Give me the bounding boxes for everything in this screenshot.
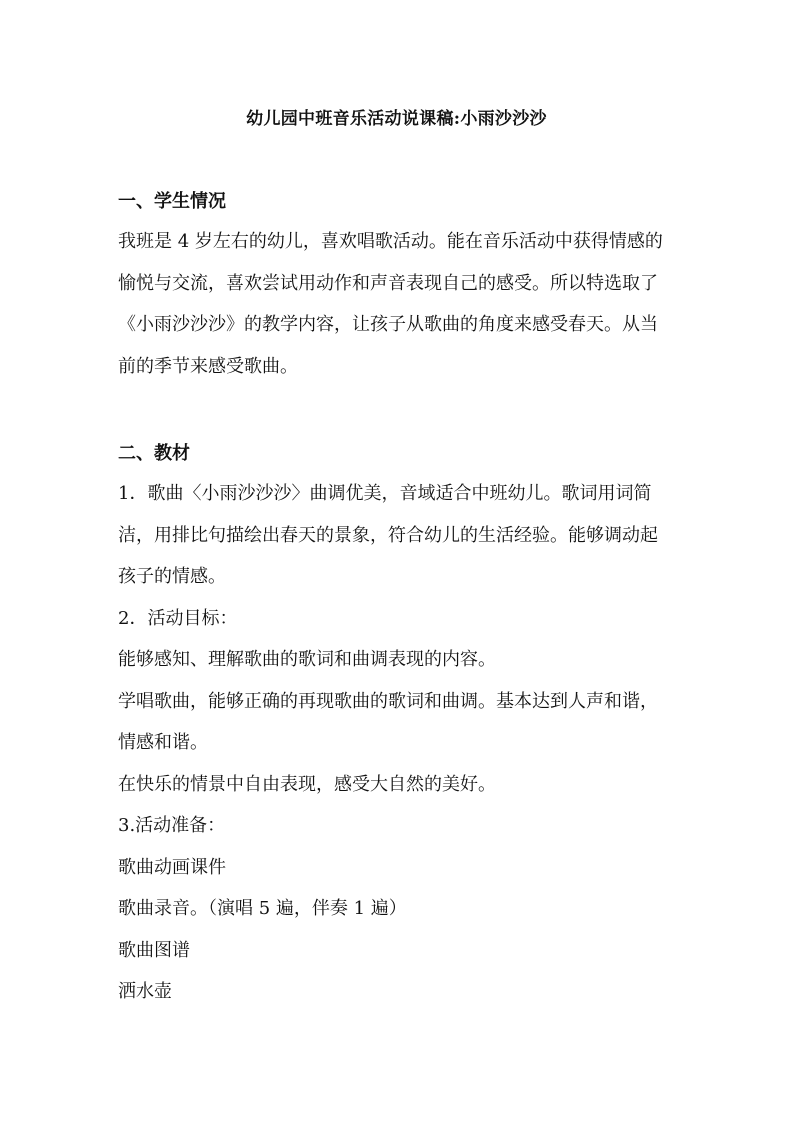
goal-line: 在快乐的情景中自由表现，感受大自然的美好。 <box>118 773 496 795</box>
activity-goals-label: 2．活动目标： <box>118 607 238 629</box>
paragraph-line: 我班是 4 岁左右的幼儿，喜欢唱歌活动。能在音乐活动中获得情感的 <box>118 231 663 252</box>
section-heading-teaching-material: 二、教材 <box>118 443 190 464</box>
document-body <box>118 183 678 1013</box>
paragraph-line: 前的季节来感受歌曲。 <box>118 355 298 377</box>
student-situation-paragraph <box>118 221 678 387</box>
paragraph-line: 愉悦与交流，喜欢尝试用动作和声音表现自己的感受。所以特选取了 <box>118 272 658 294</box>
goal-line: 学唱歌曲，能够正确的再现歌曲的歌词和曲调。基本达到人声和谐， <box>118 690 658 712</box>
activity-preparation-label: 3.活动准备： <box>118 815 226 836</box>
activity-goals-list <box>118 639 678 805</box>
goal-line: 能够感知、理解歌曲的歌词和曲调表现的内容。 <box>118 649 496 670</box>
section-heading-student-situation: 一、学生情况 <box>118 191 226 212</box>
document-title: 幼儿园中班音乐活动说课稿:小雨沙沙沙 <box>246 109 547 129</box>
prep-item: 歌曲动画课件 <box>118 856 226 878</box>
paragraph-line: 《小雨沙沙沙》的教学内容，让孩子从歌曲的角度来感受春天。从当 <box>118 314 658 335</box>
activity-preparation-list <box>118 847 678 1013</box>
paragraph-line: 洁，用排比句描绘出春天的景象，符合幼儿的生活经验。能够调动起 <box>118 524 658 546</box>
section-spacer <box>118 387 678 435</box>
goal-line: 情感和谐。 <box>118 732 208 753</box>
paragraph-line: 孩子的情感。 <box>118 566 226 587</box>
prep-item: 歌曲录音。（演唱 5 遍，伴奏 1 遍） <box>118 898 407 919</box>
material-item-1 <box>118 473 678 598</box>
prep-item: 歌曲图谱 <box>118 939 190 961</box>
paragraph-line: 1．歌曲〈小雨沙沙沙〉曲调优美，音域适合中班幼儿。歌词用词简 <box>118 483 652 504</box>
prep-item: 洒水壶 <box>118 981 172 1002</box>
